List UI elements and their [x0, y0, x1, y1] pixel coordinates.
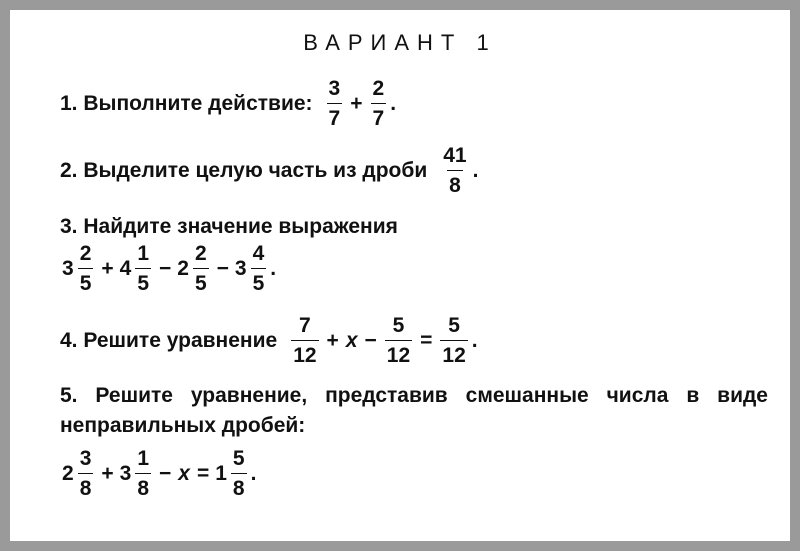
period: . — [270, 256, 277, 280]
period: . — [250, 461, 257, 485]
denominator: 7 — [371, 103, 387, 129]
worksheet — [10, 10, 790, 541]
operator: + — [101, 256, 114, 280]
numerator: 4 — [252, 242, 265, 265]
task-1-text: 1. Выполните действие: — [60, 91, 313, 115]
denominator: 5 — [193, 268, 209, 294]
task-4-text: 4. Решите уравнение — [60, 328, 278, 352]
numerator: 2 — [79, 242, 92, 265]
task-5-text: 5. Решите уравнение, представив смешанные числа в виде неправильных дробей: — [60, 384, 768, 437]
denominator: 8 — [78, 473, 94, 499]
fraction — [441, 145, 468, 196]
task-4 — [60, 315, 478, 366]
numerator: 3 — [79, 447, 92, 470]
task-5-equation — [60, 448, 256, 499]
task-2 — [60, 145, 478, 196]
denominator: 12 — [440, 340, 467, 366]
numerator: 41 — [443, 144, 467, 167]
fraction — [193, 243, 209, 294]
denominator: 8 — [231, 473, 247, 499]
variant-title: ВАРИАНТ 1 — [303, 30, 497, 55]
task-2-text: 2. Выделите целую часть из дроби — [60, 158, 428, 182]
whole-part: 2 — [62, 461, 74, 485]
whole-part: 3 — [119, 461, 132, 485]
numerator: 2 — [194, 242, 207, 265]
task-3-heading — [60, 215, 398, 239]
numerator: 5 — [448, 314, 460, 337]
denominator: 12 — [291, 340, 318, 366]
operator: − — [216, 256, 229, 280]
denominator: 5 — [78, 268, 94, 294]
numerator: 2 — [372, 77, 385, 100]
operator: − — [364, 328, 377, 352]
numerator: 1 — [137, 447, 150, 470]
numerator: 7 — [299, 314, 311, 337]
variable-x: x — [178, 461, 190, 485]
fraction — [251, 243, 267, 294]
equals-sign: = — [196, 461, 210, 485]
fraction — [135, 243, 151, 294]
fraction — [231, 448, 247, 499]
operator: + — [101, 461, 114, 485]
operator: − — [159, 461, 172, 485]
numerator: 5 — [232, 447, 245, 470]
period: . — [472, 158, 479, 182]
numerator: 1 — [137, 242, 150, 265]
denominator: 8 — [447, 170, 463, 196]
denominator: 8 — [135, 473, 151, 499]
fraction — [291, 315, 318, 366]
whole-part: 3 — [62, 256, 74, 280]
whole-part: 1 — [215, 461, 227, 485]
fraction — [327, 78, 343, 129]
numerator: 5 — [392, 314, 405, 337]
period: . — [471, 328, 478, 352]
fraction — [135, 448, 151, 499]
task-3-expression — [60, 243, 276, 294]
operator: + — [350, 91, 363, 115]
operator: + — [326, 328, 339, 352]
equals-sign: = — [420, 328, 433, 352]
fraction — [78, 243, 94, 294]
operator: − — [159, 256, 172, 280]
task-3-text: 3. Найдите значение выражения — [60, 215, 398, 238]
fraction — [371, 78, 387, 129]
denominator: 5 — [251, 268, 267, 294]
numerator: 3 — [328, 77, 341, 100]
whole-part: 2 — [177, 256, 189, 280]
fraction — [385, 315, 412, 366]
denominator: 5 — [135, 268, 151, 294]
period: . — [390, 91, 397, 115]
whole-part: 3 — [234, 256, 247, 280]
fraction — [78, 448, 94, 499]
fraction — [440, 315, 467, 366]
denominator: 7 — [327, 103, 343, 129]
denominator: 12 — [385, 340, 412, 366]
whole-part: 4 — [119, 256, 132, 280]
variable-x: x — [345, 328, 358, 352]
task-1 — [60, 78, 396, 129]
